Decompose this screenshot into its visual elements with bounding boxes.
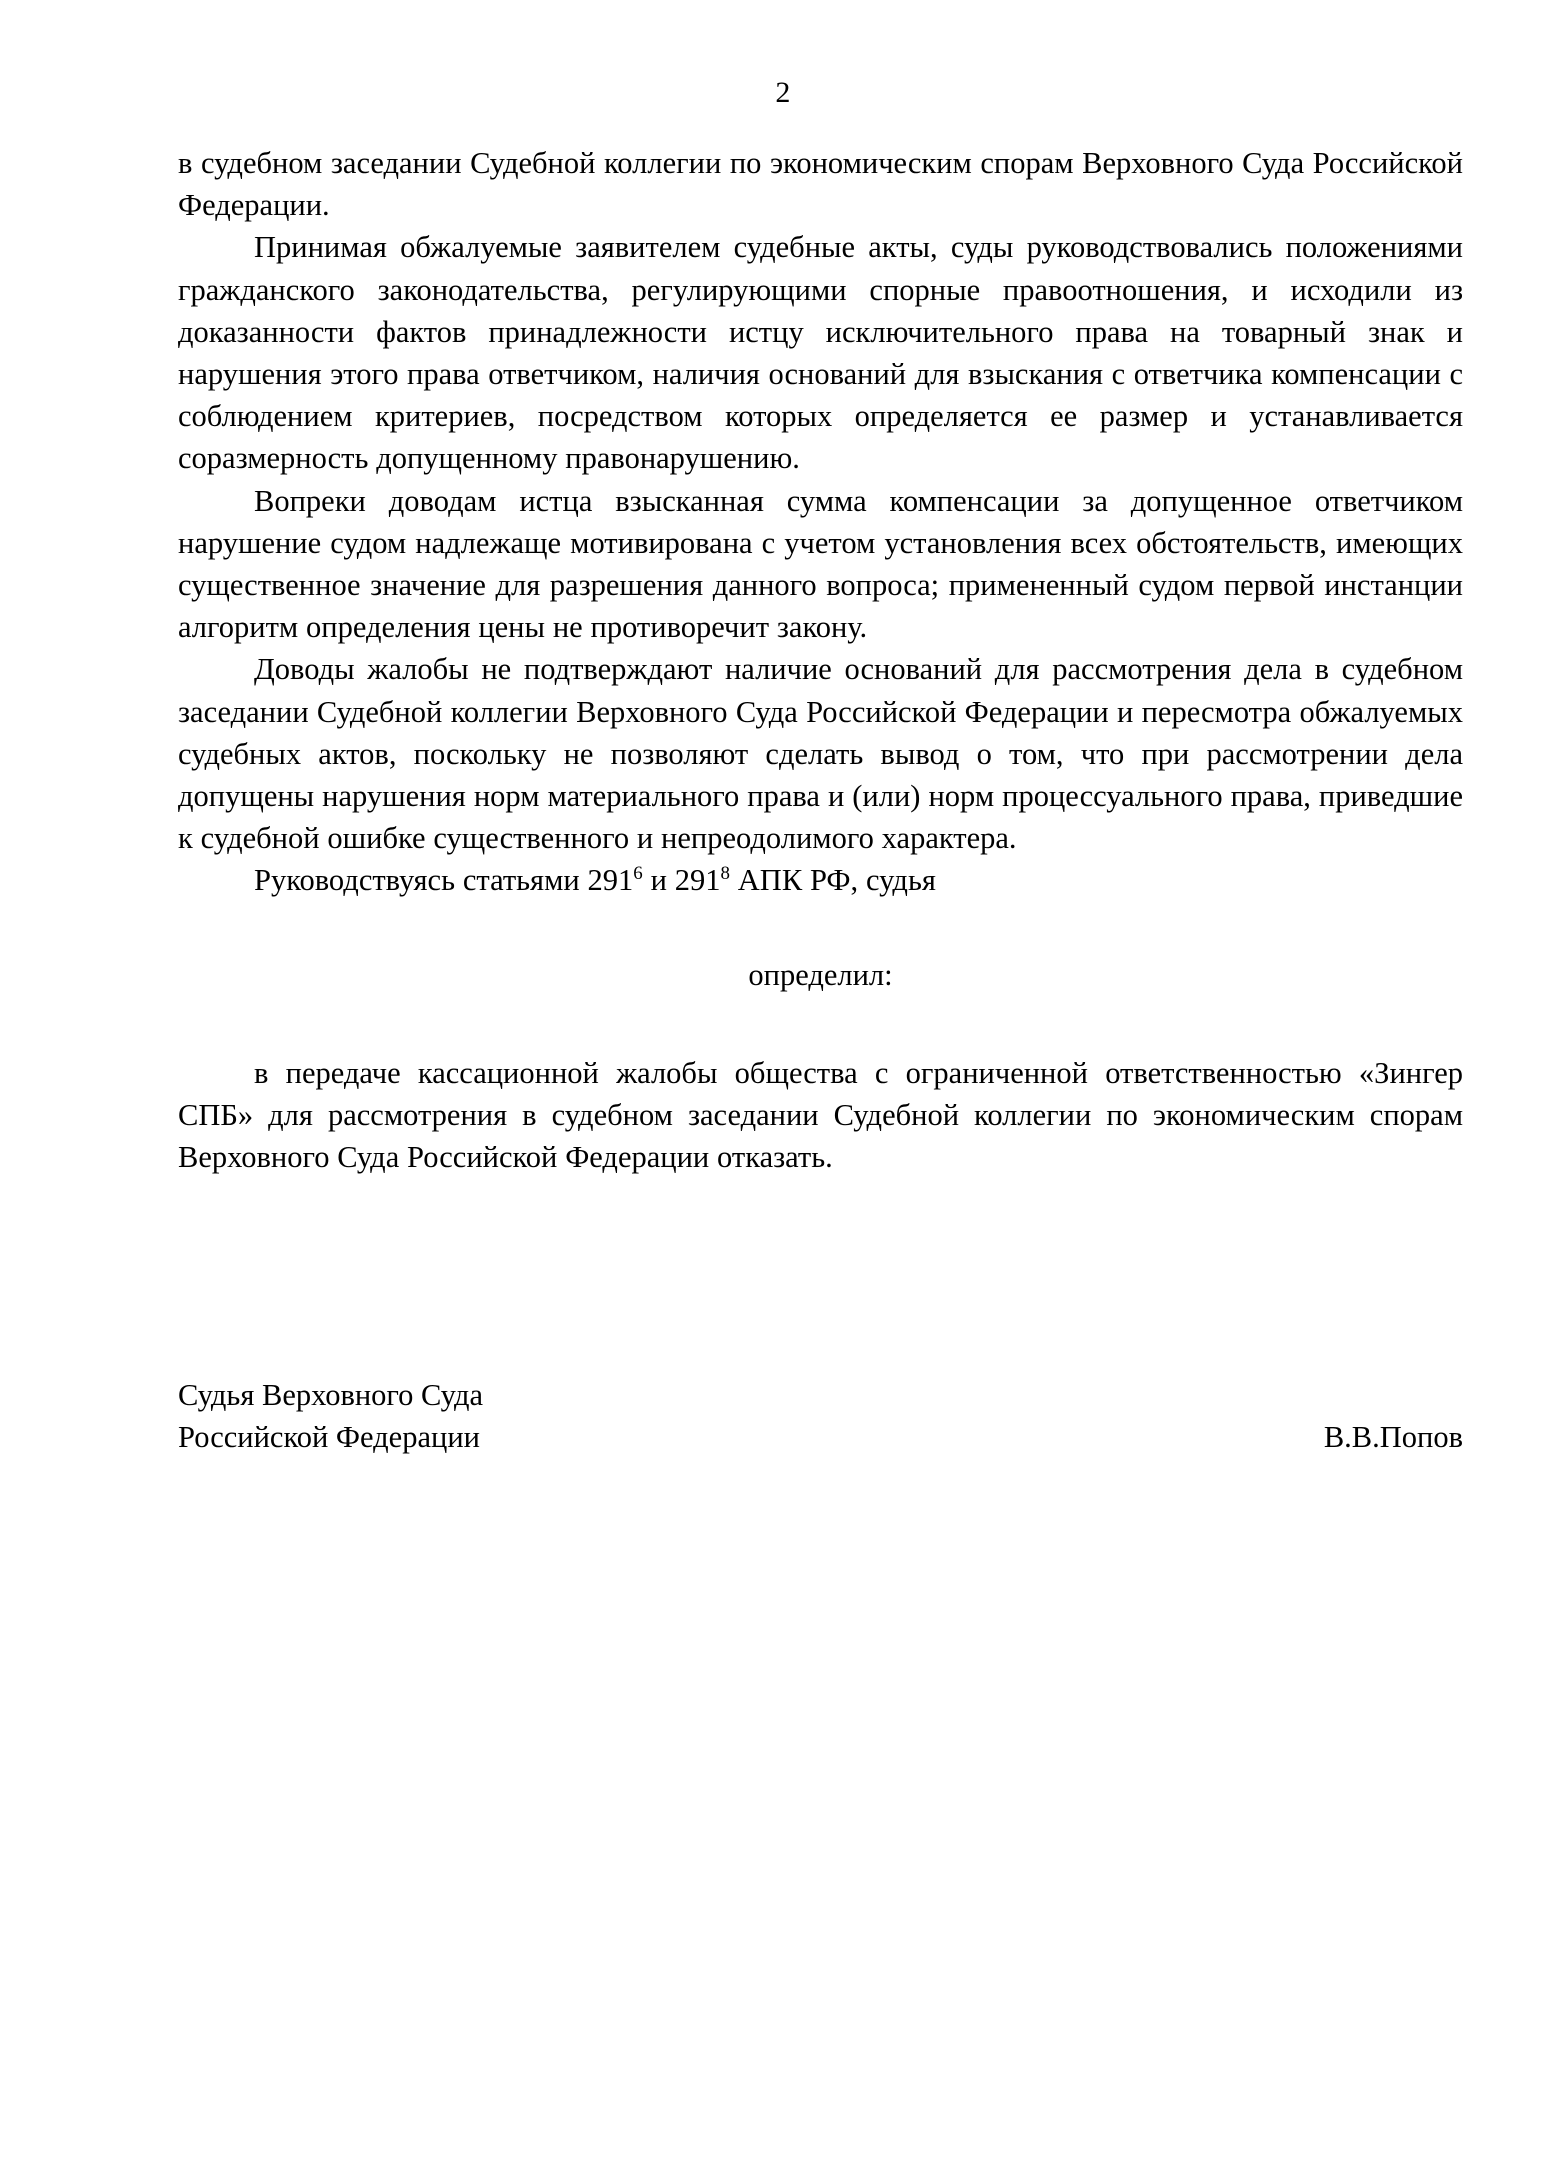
spacer-after-heading [178,996,1463,1052]
page-number: 2 [775,76,791,109]
ruling-reference-suffix: АПК РФ, судья [729,863,936,898]
signature-row-title [178,1374,1463,1416]
operative-paragraph: в передаче кассационной жалобы общества с ограниченной ответственностью «Зингер СПБ» для рассмотрения в судебном заседании Судебной коллегии по экономическим спорам Верховного Суда Российской Федерации отказать. [178,1055,1463,1175]
paragraph-appeal-arguments: Доводы жалобы не подтверждают наличие оснований для рассмотрения дела в судебном заседании Судебной коллегии Верховного Суда Российской Федерации и пересмотра обжалуемых судебных актов, поскольку не позволяют сделать вывод о том, что при рассмотрении дела допущены нарушения норм материального права и (или) норм процессуального права, приведшие к судебной ошибке существенного и непреодолимого характера. [178,652,1463,856]
signature-title-line-1: Судья Верховного Суда [178,1378,484,1412]
ruling-reference-middle: и 291 [642,863,721,898]
paragraph-courts-reasoning: Принимая обжалуемые заявителем судебные акты, суды руководствовались положениями гражданского законодательства, регулирующими спорные правоотношения, и исходили из доказанности фактов принадлежности истцу исключительного права на товарный знак и нарушения этого права ответчиком, наличия оснований для взыскания с ответчика компенсации с соблюдением критериев, посредством которых определяется ее размер и устанавливается соразмерность допущенному правонарушению. [178,230,1463,476]
signature-block [178,1374,1463,1458]
paragraph-continuation: в судебном заседании Судебной коллегии по экономическим спорам Верховного Суда Российской Федерации. [178,146,1463,223]
ruling-reference-prefix: Руководствуясь статьями 291 [254,863,634,898]
paragraph-compensation-amount: Вопреки доводам истца взысканная сумма компенсации за допущенное ответчиком нарушение судом надлежаще мотивирована с учетом установления всех обстоятельств, имеющих существенное значение для разрешения данного вопроса; примененный судом первой инстанции алгоритм определения цены не противоречит закону. [178,483,1463,645]
article-superscript-six: 6 [633,863,643,885]
signature-row-name [178,1416,1463,1458]
spacer-before-heading [178,902,1463,954]
article-superscript-eight: 8 [720,863,730,885]
document-body [178,142,1463,1178]
signature-judge-name: В.В.Попов [1323,1420,1463,1455]
paragraph-ruling-reference [178,859,1463,901]
signature-title-line-2: Российской Федерации [178,1420,480,1455]
operative-heading: определил: [748,957,893,992]
